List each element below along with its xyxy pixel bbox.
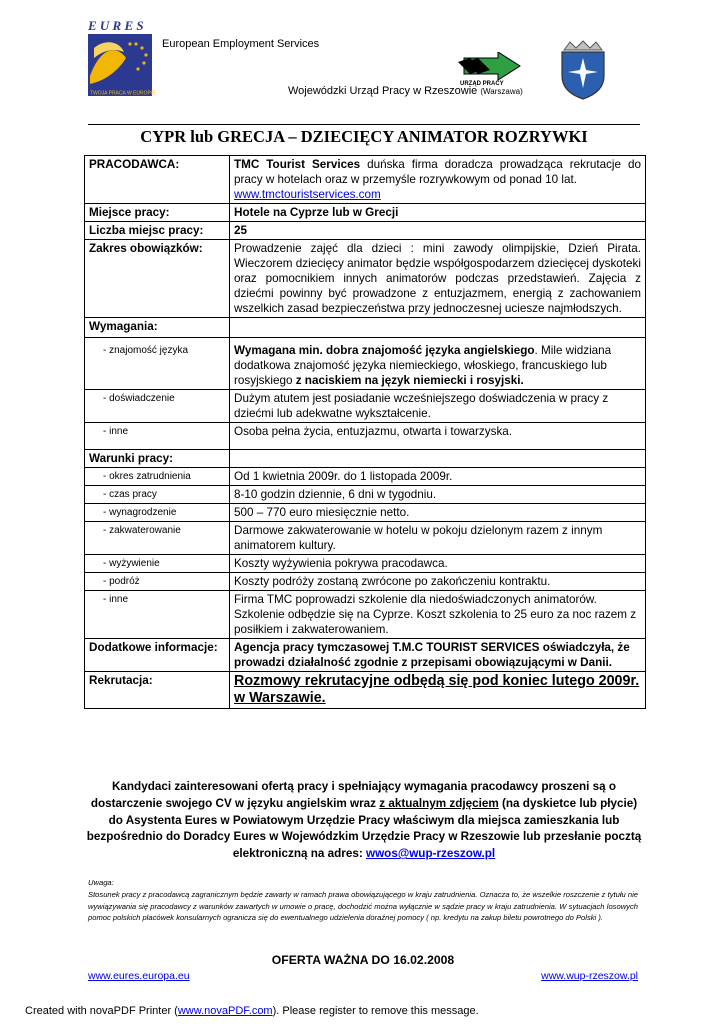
office-city: (Warszawa) (480, 87, 523, 96)
count-value: 25 (230, 222, 646, 240)
recruitment-cell (230, 672, 646, 709)
req-language-value (230, 338, 646, 390)
req-other-label: - inne (85, 423, 230, 450)
table-row (85, 573, 646, 591)
extra-info-value: Agencja pracy tymczasowej T.M.C TOURIST SERVICES oświadczyła, że prowadzi działalność zgodnie z przepisami obowiązującymi w Danii. (230, 639, 646, 672)
cond-food-label: - wyżywienie (85, 555, 230, 573)
conditions-label: Warunki pracy: (85, 450, 230, 468)
cond-travel-label: - podróż (85, 573, 230, 591)
table-row (85, 390, 646, 423)
req-language-label: - znajomość języka (85, 338, 230, 390)
legal-note (88, 877, 638, 924)
extra-info-label: Dodatkowe informacje: (85, 639, 230, 672)
conditions-empty (230, 450, 646, 468)
req-experience-label: - doświadczenie (85, 390, 230, 423)
req-language-bold2: z naciskiem na język niemiecki i rosyjski. (295, 374, 524, 387)
page-title: CYPR lub GRECJA – DZIECIĘCY ANIMATOR ROZRYWKI (140, 127, 588, 146)
employer-url-link[interactable]: www.tmctouristservices.com (234, 188, 381, 201)
note-body: Stosunek pracy z pracodawcą zagranicznym będzie zawarty w ramach prawa obowiązującego w kraju zatrudnienia. Oznacza to, że wszelkie roszczenie z tytułu nie wywiązywania się pracodawcy z warunków zawartych w umowie o pracę, dochodzić można wyłącznie w sądzie pracy w kraju zatrudnienia. W sytuacjach losowych pomoc polskich placówek konsularnych ogranicza się do ewentualnego udzielenia doraźnej pomocy ( np. kredytu na zakup biletu powrotnego do Polski ). (88, 889, 638, 923)
cond-housing-label: - zakwaterowanie (85, 522, 230, 555)
cond-hours-value: 8-10 godzin dziennie, 6 dni w tygodniu. (230, 486, 646, 504)
table-row (85, 555, 646, 573)
place-value: Hotele na Cyprze lub w Grecji (230, 204, 646, 222)
duties-label: Zakres obowiązków: (85, 240, 230, 318)
table-row (85, 639, 646, 672)
table-row (85, 240, 646, 318)
cond-other-label: - inne (85, 591, 230, 639)
candidates-part1: Kandydaci zainteresowani ofertą pracy i spełniający wymagania pracodawcy proszeni są o dostarczenie swojego CV w języku angielskim wraz (90, 780, 617, 810)
employer-label: PRACODAWCA: (85, 156, 230, 204)
table-row (85, 204, 646, 222)
eures-logo-text: E U R E S (88, 18, 144, 33)
req-experience-value: Dużym atutem jest posiadanie wcześniejszego doświadczenia w pracy z dziećmi lub adekwatne wykształcenie. (230, 390, 646, 423)
eures-logo-tagline: TWOJA PRACA W EUROPIE (90, 90, 156, 97)
offer-validity: OFERTA WAŻNA DO 16.02.2008 (271, 953, 455, 967)
office-name: Wojewódzki Urząd Pracy w Rzeszowie (288, 85, 478, 97)
employer-name: TMC Tourist Services (234, 158, 361, 171)
urzad-pracy-logo-text: URZĄD PRACY (460, 81, 504, 87)
eures-logo (86, 18, 156, 98)
note-heading: Uwaga: (88, 878, 114, 887)
recruitment-value: Rozmowy rekrutacyjne odbędą się pod koniec lutego 2009r. w Warszawie. (234, 673, 640, 706)
employer-desc: duńska firma doradcza prowadząca rekrutacje do pracy w hotelach oraz w przemyśle rozrywkowym od ponad 10 lat. (234, 158, 641, 186)
cond-period-value: Od 1 kwietnia 2009r. do 1 listopada 2009r. (230, 468, 646, 486)
novapdf-link[interactable]: www.novaPDF.com (177, 1005, 273, 1017)
cond-period-label: - okres zatrudnienia (85, 468, 230, 486)
contact-email-link[interactable]: wwos@wup-rzeszow.pl (366, 847, 496, 861)
req-language-bold: Wymagana min. dobra znajomość języka angielskiego (234, 344, 535, 357)
table-row (85, 522, 646, 555)
cond-hours-label: - czas pracy (85, 486, 230, 504)
wup-url-link[interactable]: www.wup-rzeszow.pl (541, 970, 638, 982)
requirements-empty (230, 318, 646, 338)
coat-of-arms-icon (556, 40, 610, 100)
cond-food-value: Koszty wyżywienia pokrywa pracodawca. (230, 555, 646, 573)
org-name: European Employment Services (162, 38, 320, 50)
requirements-label: Wymagania: (85, 318, 230, 338)
urzad-pracy-logo (456, 52, 522, 88)
cond-pay-value: 500 – 770 euro miesięcznie netto. (230, 504, 646, 522)
offer-table (84, 155, 646, 709)
table-row (85, 423, 646, 450)
cond-housing-value: Darmowe zakwaterowanie w hotelu w pokoju dzielonym razem z innym animatorem kultury. (230, 522, 646, 555)
header-divider (88, 124, 640, 125)
candidates-underlined: z aktualnym zdjęciem (379, 796, 499, 810)
cond-other-value: Firma TMC poprowadzi szkolenie dla niedoświadczonych animatorów. Szkolenie odbędzie się na Cyprze. Koszt szkolenia to 25 euro za noc razem z posiłkiem i zakwaterowaniem. (230, 591, 646, 639)
table-row (85, 318, 646, 338)
table-row (85, 338, 646, 390)
created-before: Created with novaPDF Printer ( (25, 1005, 178, 1017)
duties-value: Prowadzenie zajęć dla dzieci : mini zawody olimpijskie, Dzień Pirata. Wieczorem dziecięcy animator będzie współgospodarzem dziecięcej dyskoteki oraz pomocnikiem innych animatorów podczas przedstawień. Zajęcia z dziećmi powinny być prowadzone z entuzjazmem, energią z zachowaniem wszelkich zasad bezpieczeństwa przy jednoczesnej uciesze najmłodszych. (230, 240, 646, 318)
pdf-printer-notice (25, 1005, 479, 1017)
table-row (85, 672, 646, 709)
req-language-rest: . Mile widziana dodatkowa znajomość języka niemieckiego, włoskiego, francuskiego lub rosyjskiego (234, 344, 612, 387)
office-line (288, 85, 523, 97)
table-row (85, 486, 646, 504)
count-label: Liczba miejsc pracy: (85, 222, 230, 240)
cond-pay-label: - wynagrodzenie (85, 504, 230, 522)
table-row (85, 591, 646, 639)
table-row (85, 156, 646, 204)
candidates-part2: (na dyskietce lub płycie) do Asystenta Eures w Powiatowym Urzędzie Pracy właściwym dla miejsca zamieszkania lub bezpośrednio do Doradcy Eures w Wojewódzkim Urzędzie Pracy w Rzeszowie lub przesłanie pocztą elektroniczną na adres: (86, 796, 642, 861)
table-row (85, 504, 646, 522)
eures-url-link[interactable]: www.eures.europa.eu (88, 970, 190, 982)
created-after: ). Please register to remove this message. (272, 1005, 479, 1017)
req-other-value: Osoba pełna życia, entuzjazmu, otwarta i towarzyska. (230, 423, 646, 450)
place-label: Miejsce pracy: (85, 204, 230, 222)
recruitment-label: Rekrutacja: (85, 672, 230, 709)
cond-travel-value: Koszty podróży zostaną zwrócone po zakończeniu kontraktu. (230, 573, 646, 591)
candidate-instructions (86, 779, 642, 863)
table-row (85, 468, 646, 486)
table-row (85, 450, 646, 468)
table-row (85, 222, 646, 240)
employer-value (230, 156, 646, 204)
